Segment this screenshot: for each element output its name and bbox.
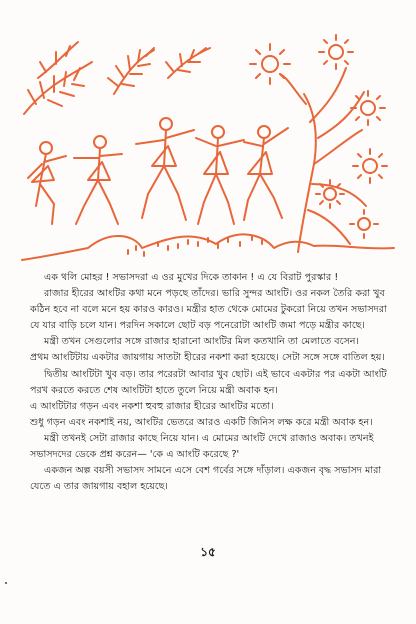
paragraph: দ্বিতীয় আংটিটা খুব বড়। তার পরেরটা আবার খুব ছোট। এই ভাবে একটার পর একটা আংটি পরখ করতে করতে শেষ আংটিটা হাতে তুলে নিয়ে মন্ত্রী অবাক হন।: [30, 368, 387, 396]
paragraph: শুধু গড়ন এবং নকশাই নয়, আংটির ভেতরে আরও একটি জিনিস লক্ষ করে মন্ত্রী অবাক হন।: [30, 416, 373, 428]
paragraph: এ আংটিটার গড়ন এবং নকশা হুবহু রাজার হীরের আংটির মতো।: [30, 400, 274, 412]
story-text: [30, 270, 392, 495]
folk-art-illustration: [18, 34, 396, 266]
page-number: ১৫: [200, 545, 216, 559]
speck: [5, 582, 7, 584]
paragraph: রাজার হীরের আংটির কথা মনে পড়ছে তাঁদের। ভারি সুন্দর আংটি। ওর নকল তৈরি করা খুব কঠিন হবে না বলে মনে হয় কারও কারও। মন্ত্রীর হাত থেকে মোমের টুকরো নিয়ে তখন সভাসদরা যে যার বাড়ি চলে যান। পরদিন সকালে ছোট বড় পনেরোটা আংটি জমা পড়ে মন্ত্রীর কাছে।: [30, 288, 387, 332]
dancers-sun-tree-icon: [18, 34, 396, 266]
paragraph: এক থলি মোহর ! সভাসদরা এ ওর মুখের দিকে তাকান ! এ যে বিরাট পুরস্কার !: [44, 272, 339, 283]
paragraph: একজন অল্প বয়সী সভাসদ সামনে এসে বেশ গর্বের সঙ্গে দাঁড়াল। একজন বৃদ্ধ সভাসদ মারা যেতে এ তার জায়গায় বহাল হয়েছে।: [30, 465, 382, 493]
paragraph: প্রথম আংটিটায় একটার জায়গায় সাতটা হীরের নকশা করা হয়েছে। সেটা সঙ্গে সঙ্গে বাতিল হয়।: [30, 352, 385, 364]
paragraph: মন্ত্রী তখনই সেটা রাজার কাছে নিয়ে যান। এ মোমের আংটি দেখে রাজাও অবাক। তখনই সভাসদদের ডেকে প্রশ্ন করেন— 'কে এ আংটি করেছে ?': [30, 432, 374, 461]
paragraph: মন্ত্রী তখন সেগুলোর সঙ্গে রাজার হারানো আংটির মিল কতখানি তা মেলাতে বসেন।: [44, 336, 359, 348]
